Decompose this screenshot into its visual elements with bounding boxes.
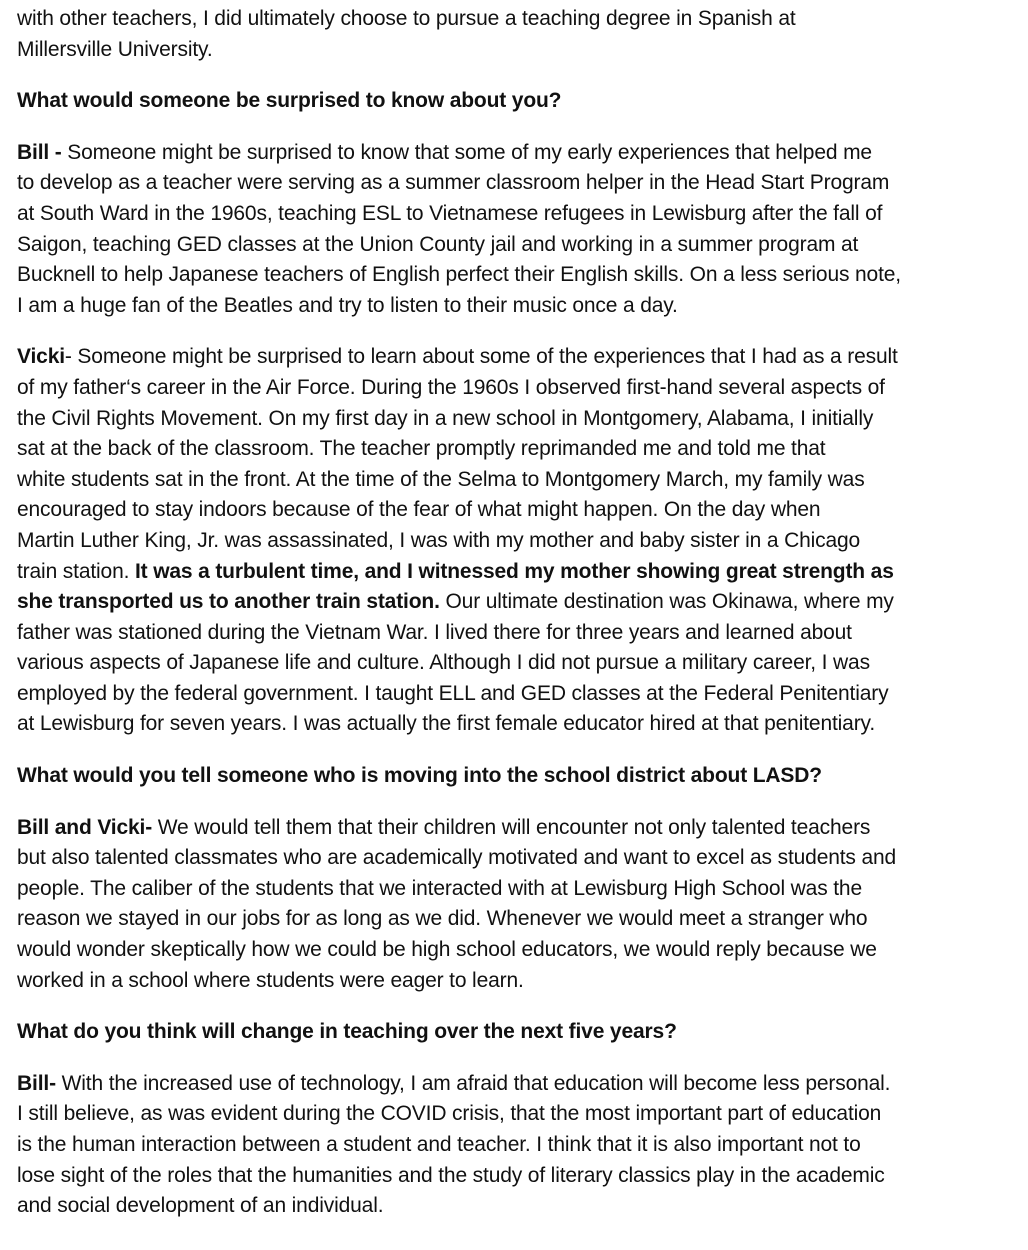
text-line: employed by the federal government. I taught ELL and GED classes at the Federal Penitentiary xyxy=(17,681,889,705)
question-heading xyxy=(17,761,1028,792)
question-text: What would you tell someone who is moving into the school district about LASD? xyxy=(17,764,822,788)
answer-paragraph-bill xyxy=(17,138,1028,322)
text-line: at Lewisburg for seven years. I was actually the first female educator hired at that penitentiary. xyxy=(17,712,876,736)
text-line: I still believe, as was evident during the COVID crisis, that the most important part of education xyxy=(17,1102,882,1126)
text-line: white students sat in the front. At the time of the Selma to Montgomery March, my family was xyxy=(17,467,865,491)
text-line: would wonder skeptically how we could be high school educators, we would reply because we xyxy=(17,938,877,962)
answer-paragraph-both xyxy=(17,813,1028,997)
text-line xyxy=(17,813,1028,844)
question-text: What would someone be surprised to know about you? xyxy=(17,89,562,113)
text-run: - Someone might be surprised to learn about some of the experiences that I had as a result xyxy=(64,345,898,369)
text-line: lose sight of the roles that the humanities and the study of literary classics play in the academic xyxy=(17,1163,885,1187)
text-line: sat at the back of the classroom. The teacher promptly reprimanded me and told me that xyxy=(17,437,826,461)
text-line: worked in a school where students were eager to learn. xyxy=(17,968,524,992)
text-line xyxy=(17,342,1028,373)
text-line: Millersville University. xyxy=(17,37,213,61)
text-run: Someone might be surprised to know that some of my early experiences that helped me xyxy=(61,140,872,164)
text-line: Martin Luther King, Jr. was assassinated, I was with my mother and baby sister in a Chicago xyxy=(17,528,861,552)
text-line: various aspects of Japanese life and culture. Although I did not pursue a military career, I was xyxy=(17,651,870,675)
text-run: We would tell them that their children will encounter not only talented teachers xyxy=(152,815,871,839)
emphasized-text: It was a turbulent time, and I witnessed my mother showing great strength as xyxy=(134,559,894,583)
text-line: but also talented classmates who are academically motivated and want to excel as students and xyxy=(17,846,897,870)
text-line: encouraged to stay indoors because of the fear of what might happen. On the day when xyxy=(17,498,821,522)
text-line: I am a huge fan of the Beatles and try to listen to their music once a day. xyxy=(17,293,678,317)
text-line: of my father‘s career in the Air Force. During the 1960s I observed first-hand several aspects of xyxy=(17,375,885,399)
speaker-label: Vicki xyxy=(17,345,65,369)
text-line: at South Ward in the 1960s, teaching ESL to Vietnamese refugees in Lewisburg after the fall of xyxy=(17,201,883,225)
text-line: to develop as a teacher were serving as a summer classroom helper in the Head Start Program xyxy=(17,171,890,195)
text-line xyxy=(17,557,1028,588)
text-line: Bucknell to help Japanese teachers of English perfect their English skills. On a less serious note, xyxy=(17,263,901,287)
speaker-label: Bill - xyxy=(17,140,62,164)
text-line xyxy=(17,138,1028,169)
answer-paragraph-vicki xyxy=(17,342,1028,740)
text-line: father was stationed during the Vietnam War. I lived there for three years and learned about xyxy=(17,620,852,644)
text-line: is the human interaction between a student and teacher. I think that it is also important not to xyxy=(17,1133,861,1156)
speaker-label: Bill- xyxy=(17,1071,56,1095)
question-text: What do you think will change in teaching over the next five years? xyxy=(17,1020,677,1044)
text-line: and social development of an individual. xyxy=(17,1194,384,1218)
text-line: Saigon, teaching GED classes at the Union County jail and working in a summer program at xyxy=(17,232,859,256)
text-line: reason we stayed in our jobs for as long as we did. Whenever we would meet a stranger who xyxy=(17,907,868,931)
text-line: people. The caliber of the students that we interacted with at Lewisburg High School was the xyxy=(17,876,862,900)
text-run: Our ultimate destination was Okinawa, where my xyxy=(439,590,894,614)
question-heading xyxy=(17,86,1028,117)
text-run: train station. xyxy=(17,559,135,583)
emphasized-text: she transported us to another train station. xyxy=(17,590,440,614)
question-heading xyxy=(17,1017,1028,1048)
intro-paragraph xyxy=(17,4,1028,65)
text-line xyxy=(17,1069,1028,1100)
text-run: With the increased use of technology, I am afraid that education will become less personal. xyxy=(55,1071,891,1095)
answer-paragraph-bill xyxy=(17,1069,1028,1222)
text-line xyxy=(17,587,1028,618)
speaker-label: Bill and Vicki- xyxy=(17,815,153,839)
text-line: with other teachers, I did ultimately choose to pursue a teaching degree in Spanish at xyxy=(17,7,796,30)
text-line: the Civil Rights Movement. On my first day in a new school in Montgomery, Alabama, I initially xyxy=(17,406,874,430)
